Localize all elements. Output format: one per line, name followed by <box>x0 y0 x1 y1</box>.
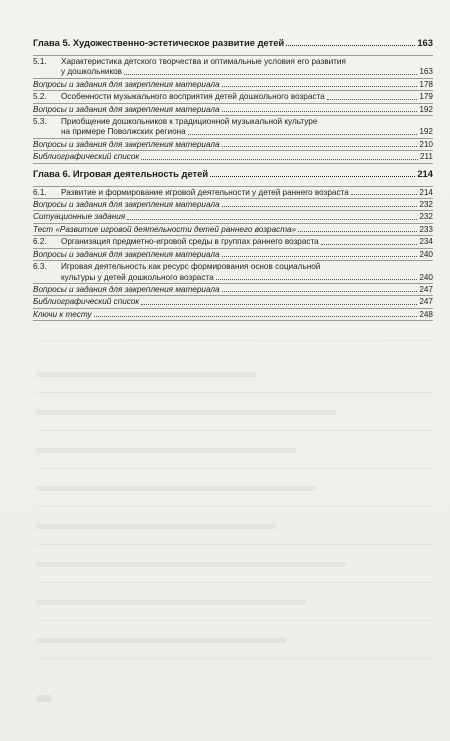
leader-dots <box>141 304 417 305</box>
section-page-number: 232 <box>419 200 433 210</box>
leader-dots <box>327 99 418 100</box>
leader-dots <box>222 206 418 207</box>
toc-entry-6-3-cont[interactable] <box>33 273 433 283</box>
bleed-line <box>36 658 431 659</box>
section-number: 6.2. <box>33 237 47 247</box>
toc-entry-questions[interactable] <box>33 80 433 90</box>
leader-dots <box>124 74 417 75</box>
section-page-number: 178 <box>419 79 433 89</box>
row-divider <box>33 260 433 261</box>
toc-entry-bibliography[interactable] <box>33 152 433 162</box>
chapter-title: Глава 5. Художественно-эстетическое развитие детей <box>33 37 285 48</box>
toc-entry-questions[interactable] <box>33 140 433 150</box>
section-page-number: 234 <box>419 237 433 247</box>
leader-dots <box>321 244 418 245</box>
row-divider <box>33 186 433 187</box>
leader-dots <box>351 194 418 195</box>
row-divider <box>33 150 433 151</box>
leader-dots <box>216 279 418 280</box>
bleed-line <box>36 582 431 583</box>
table-of-contents <box>33 37 433 322</box>
section-page-number: 192 <box>419 127 433 137</box>
leader-dots <box>141 159 418 160</box>
section-page-number: 232 <box>419 212 433 222</box>
section-page-number: 163 <box>419 67 433 77</box>
row-divider <box>33 103 433 104</box>
chapter-page-number: 163 <box>417 37 433 48</box>
chapter-5-heading[interactable] <box>33 37 433 49</box>
bleed-line <box>36 600 306 605</box>
bleed-line <box>36 340 431 341</box>
questions-title: Вопросы и задания для закрепления материала <box>33 200 220 210</box>
row-divider <box>33 235 433 236</box>
row-divider <box>33 55 433 56</box>
bleed-line <box>36 372 256 377</box>
row-divider <box>33 295 433 296</box>
leader-dots <box>127 219 417 220</box>
bleed-line <box>36 468 431 469</box>
row-divider <box>33 308 433 309</box>
row-divider <box>33 198 433 199</box>
questions-title: Вопросы и задания для закрепления материала <box>33 104 220 114</box>
toc-entry-5-3[interactable] <box>33 117 433 127</box>
leader-dots <box>188 134 418 135</box>
section-page-number: 247 <box>419 284 433 294</box>
section-page-number: 233 <box>419 224 433 234</box>
leader-dots <box>222 111 418 112</box>
section-page-number: 211 <box>419 152 433 162</box>
leader-dots <box>94 316 418 317</box>
toc-entry-6-2[interactable] <box>33 237 433 247</box>
bleed-line <box>36 392 431 393</box>
bleed-line <box>36 544 431 545</box>
bibliography-title: Библиографический список <box>33 152 140 162</box>
questions-title: Вопросы и задания для закрепления материала <box>33 284 220 294</box>
row-divider <box>33 223 433 224</box>
bleed-line <box>36 486 316 491</box>
leader-dots <box>222 256 418 257</box>
bleed-page-number <box>37 695 51 702</box>
questions-title: Вопросы и задания для закрепления материала <box>33 249 220 259</box>
section-title <box>61 57 346 67</box>
chapter-page-number: 214 <box>417 167 433 179</box>
section-page-number: 240 <box>419 249 433 259</box>
section-number: 5.2. <box>33 92 47 102</box>
leader-dots <box>222 86 418 87</box>
tasks-title: Ситуационные задания <box>33 212 126 222</box>
chapter-6-heading[interactable] <box>33 168 433 180</box>
toc-entry-questions[interactable] <box>33 250 433 260</box>
leader-dots <box>286 45 415 46</box>
row-divider <box>33 248 433 249</box>
section-page-number: 210 <box>419 139 433 149</box>
toc-entry-5-3-cont[interactable] <box>33 127 433 137</box>
toc-entry-situational-tasks[interactable] <box>33 212 433 222</box>
test-title: Тест «Развитие игровой деятельности детей раннего возраста» <box>33 224 297 234</box>
toc-entry-5-1-cont[interactable] <box>33 67 433 77</box>
section-title-line: Развитие и формирование игровой деятельности у детей раннего возраста <box>61 187 349 197</box>
section-title-line: Организация предметно-игровой среды в группах раннего возраста <box>61 237 319 247</box>
row-divider <box>33 90 433 91</box>
row-divider <box>33 78 433 79</box>
leader-dots <box>298 231 417 232</box>
row-divider <box>33 163 433 164</box>
toc-entry-5-1[interactable] <box>33 57 433 67</box>
leader-dots <box>210 176 415 177</box>
section-page-number: 214 <box>419 187 433 197</box>
section-number: 5.1. <box>33 57 47 66</box>
toc-entry-6-1[interactable] <box>33 188 433 198</box>
questions-title: Вопросы и задания для закрепления материала <box>33 79 220 89</box>
section-title-line: культуры у детей дошкольного возраста <box>61 272 214 282</box>
toc-entry-6-3[interactable] <box>33 262 433 272</box>
bleed-line <box>36 638 286 643</box>
section-title-line: на примере Поволжских региона <box>61 127 186 137</box>
toc-entry-questions[interactable] <box>33 200 433 210</box>
bleed-line <box>36 524 276 529</box>
section-title-line: Особенности музыкального восприятия детей дошкольного возраста <box>61 92 325 102</box>
section-page-number: 192 <box>419 104 433 114</box>
row-divider <box>33 210 433 211</box>
section-number: 5.3. <box>33 117 47 127</box>
chapter-title: Глава 6. Игровая деятельность детей <box>33 167 209 179</box>
bibliography-title: Библиографический список <box>33 297 140 307</box>
bleed-line <box>36 506 431 507</box>
section-page-number: 179 <box>419 92 433 102</box>
questions-title: Вопросы и задания для закрепления материала <box>33 139 220 149</box>
toc-entry-test-keys[interactable] <box>33 310 433 320</box>
leader-dots <box>222 291 418 292</box>
row-divider <box>33 320 433 321</box>
bleed-line <box>36 562 346 567</box>
section-page-number: 248 <box>419 309 433 319</box>
toc-entry-questions[interactable] <box>33 105 433 115</box>
toc-entry-test[interactable] <box>33 225 433 235</box>
section-title-line: у дошкольников <box>61 67 123 77</box>
toc-entry-questions[interactable] <box>33 285 433 295</box>
section-page-number: 240 <box>419 272 433 282</box>
section-title-line: Приобщение дошкольников к традиционной музыкальной культуре <box>61 117 318 127</box>
bleed-line <box>36 448 296 453</box>
bleed-line <box>36 430 431 431</box>
row-divider <box>33 138 433 139</box>
bleed-line <box>36 410 336 415</box>
bleed-line <box>36 620 431 621</box>
section-page-number: 247 <box>419 297 433 307</box>
test-keys-title: Ключи к тесту <box>33 309 92 319</box>
row-divider <box>33 115 433 116</box>
toc-entry-5-2[interactable] <box>33 92 433 102</box>
leader-dots <box>222 146 418 147</box>
section-title-line: Характеристика детского творчества и оптимальные условия его развития <box>61 57 346 66</box>
section-number: 6.3. <box>33 262 47 272</box>
section-title-line: Игровая деятельность как ресурс формирования основ социальной <box>61 262 321 272</box>
section-number: 6.1. <box>33 187 47 197</box>
row-divider <box>33 283 433 284</box>
toc-entry-bibliography[interactable] <box>33 297 433 307</box>
